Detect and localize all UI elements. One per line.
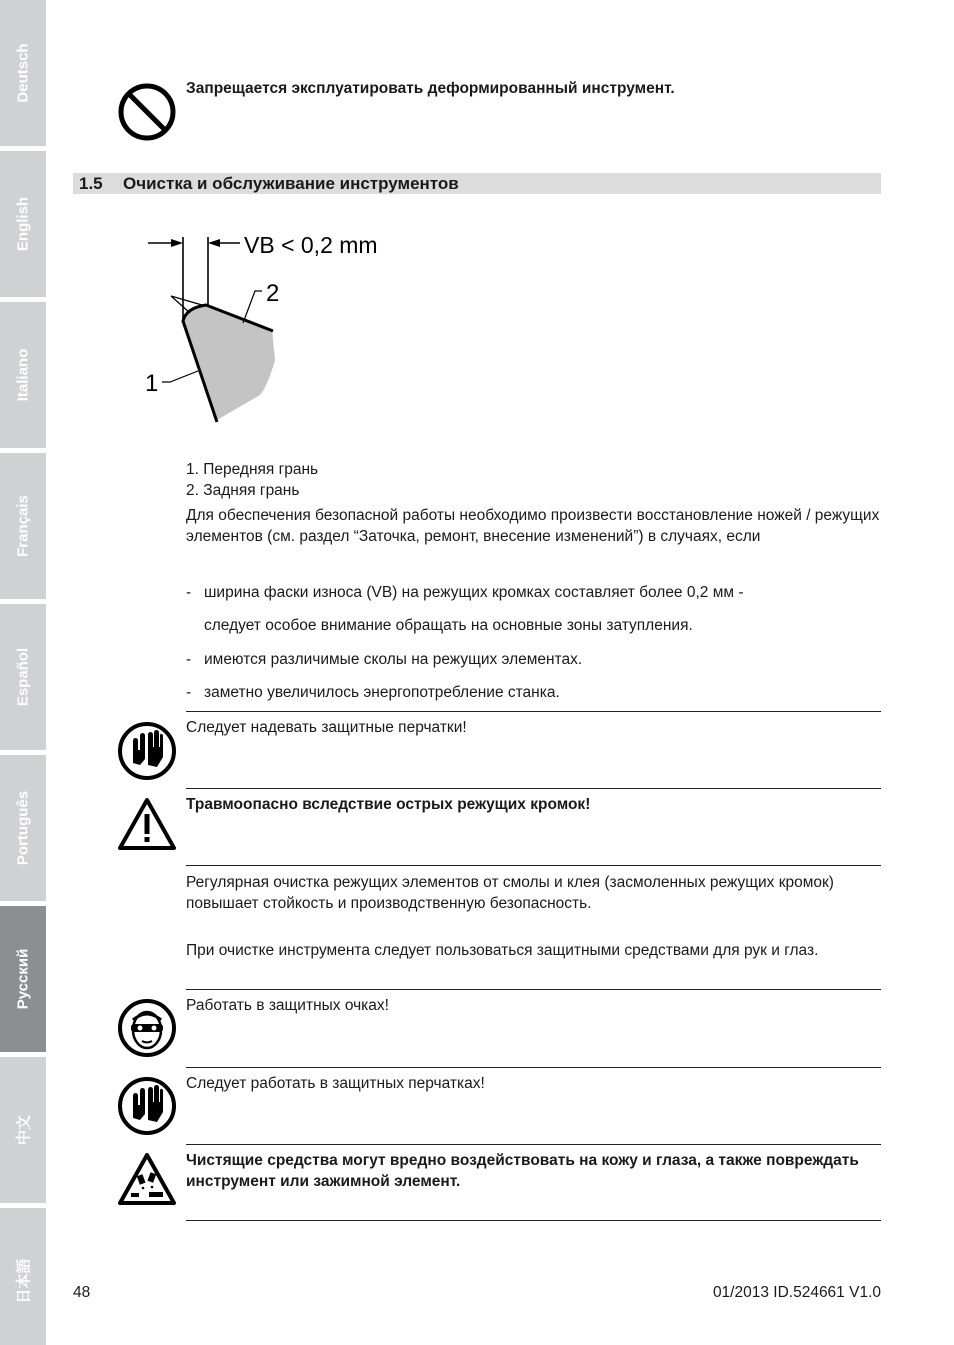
callout-line-2 xyxy=(243,291,262,323)
intro-paragraph: Для обеспечения безопасной работы необходимо произвести восстановление ножей / режущих элементов (см. раздел “Заточка, ремонт, внесение изменений”) в случаях, если xyxy=(186,507,880,545)
document-id: 01/2013 ID.524661 V1.0 xyxy=(712,1284,881,1301)
vb-label: VB < 0,2 mm xyxy=(244,232,378,258)
bullet-dash: - xyxy=(186,684,192,701)
gloves-icon xyxy=(117,721,177,781)
callout-2: 2 xyxy=(266,280,280,307)
tab-label: 中文 xyxy=(15,1114,33,1146)
legend-item-1: 1. Передняя грань xyxy=(186,461,319,478)
bullet-text: заметно увеличилось энергопотребление станка. xyxy=(204,684,560,701)
divider xyxy=(186,788,881,789)
arrow-right xyxy=(171,239,183,247)
protection-paragraph: При очистке инструмента следует пользоваться защитными средствами для рук и глаз. xyxy=(186,942,819,959)
tab-italiano[interactable] xyxy=(0,302,46,448)
gloves-notice-text: Следует надевать защитные перчатки! xyxy=(186,719,467,736)
bullet-text: имеются различимые сколы на режущих элементах. xyxy=(204,651,583,668)
tab-label: English xyxy=(14,196,32,252)
tab-english[interactable] xyxy=(0,151,46,297)
tab-label: Русский xyxy=(14,948,32,1010)
bullet-dash: - xyxy=(186,584,192,601)
callout-1: 1 xyxy=(145,370,159,397)
divider xyxy=(186,865,881,866)
arrow-left xyxy=(208,239,220,247)
tab-label: Deutsch xyxy=(14,43,32,103)
prohibition-text: Запрещается эксплуатировать деформированный инструмент. xyxy=(186,80,675,97)
page-number: 48 xyxy=(73,1284,91,1301)
tab-russian[interactable] xyxy=(0,906,46,1052)
legend-item-2: 2. Задняя грань xyxy=(186,482,300,499)
tab-label: 日本語 xyxy=(15,1258,33,1304)
section-number: 1.5 xyxy=(79,174,103,193)
tab-japanese[interactable] xyxy=(0,1208,46,1345)
callout-line-1 xyxy=(162,371,198,382)
divider xyxy=(186,711,881,712)
section-title: Очистка и обслуживание инструментов xyxy=(123,174,459,193)
tab-label: Español xyxy=(14,647,32,707)
divider xyxy=(186,1220,881,1221)
divider xyxy=(186,989,881,990)
bullet-continuation: следует особое внимание обращать на основные зоны затупления. xyxy=(204,617,693,634)
tab-deutsch[interactable] xyxy=(0,0,46,146)
tab-francais[interactable] xyxy=(0,453,46,599)
bullet-text: ширина фаски износа (VB) на режущих кромках составляет более 0,2 мм - xyxy=(204,584,744,601)
section-heading-bar xyxy=(73,173,881,194)
tab-label: Português xyxy=(14,790,32,866)
tab-label: Français xyxy=(14,495,32,557)
tab-label: Italiano xyxy=(14,348,32,402)
blade-wear-figure xyxy=(140,225,410,430)
sharp-edges-warning: Травмоопасно вследствие острых режущих кромок! xyxy=(186,796,591,813)
tab-espanol[interactable] xyxy=(0,604,46,750)
language-sidebar xyxy=(0,0,46,1345)
warning-triangle-icon xyxy=(116,796,178,852)
goggles-icon xyxy=(117,998,177,1058)
bullet-dash: - xyxy=(186,651,192,668)
tab-portugues[interactable] xyxy=(0,755,46,901)
corrosive-warning-icon xyxy=(116,1151,178,1207)
tab-chinese[interactable] xyxy=(0,1057,46,1203)
prohibition-icon xyxy=(117,82,177,142)
divider xyxy=(186,1067,881,1068)
cleaning-paragraph: Регулярная очистка режущих элементов от смолы и клея (засмоленных режущих кромок) повышает стойкость и производственную безопасность. xyxy=(186,874,834,912)
gloves-notice-text: Следует работать в защитных перчатках! xyxy=(186,1075,485,1092)
chemicals-warning: Чистящие средства могут вредно воздействовать на кожу и глаза, а также повреждать инструмент или зажимной элемент. xyxy=(186,1152,859,1190)
divider xyxy=(186,1144,881,1145)
gloves-icon xyxy=(117,1076,177,1136)
goggles-notice-text: Работать в защитных очках! xyxy=(186,997,389,1014)
